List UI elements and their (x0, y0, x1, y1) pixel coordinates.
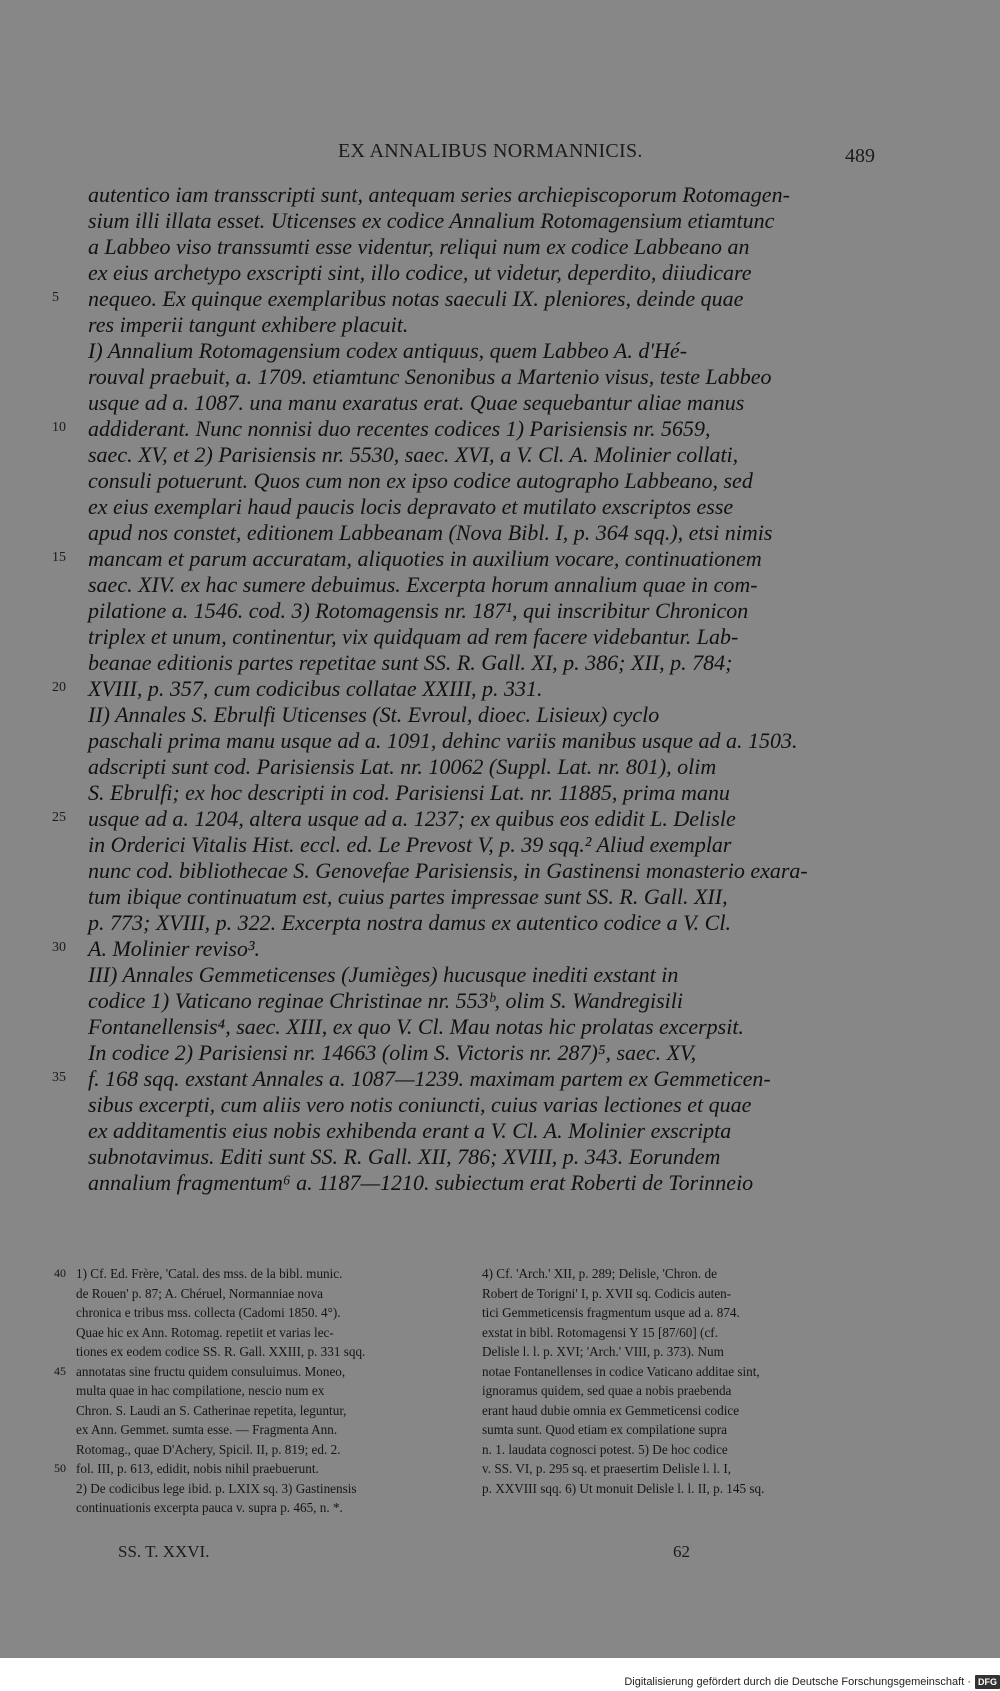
footnote-left-line: Rotomag., quae D'Achery, Spicil. II, p. 819; ed. 2. (76, 1441, 341, 1457)
text-line (0, 988, 1000, 1014)
footnote-left-line: tiones ex eodem codice SS. R. Gall. XXIII, p. 331 sqq. (76, 1344, 366, 1359)
footnote-left-line: chronica e tribus mss. collecta (Cadomi 1850. 4°). (76, 1305, 341, 1320)
text-line (0, 416, 1000, 442)
footnote-left-line: continuationis excerpta pauca v. supra p. 465, n. *. (76, 1500, 343, 1515)
text-line (0, 312, 1000, 338)
line-text: adscripti sunt cod. Parisiensis Lat. nr. 10062 (Suppl. Lat. nr. 801), olim (88, 754, 717, 779)
footnote-left-line: Quae hic ex Ann. Rotomag. repetiit et varias lec- (76, 1324, 334, 1340)
line-text: ex eius archetypo exscripti sint, illo codice, ut videtur, deperdito, diiudicare (88, 260, 752, 285)
footnote-right-line: v. SS. VI, p. 295 sq. et praesertim Delisle l. l. I, (482, 1461, 732, 1476)
text-line (0, 884, 1000, 910)
footnote-left-line: de Rouen' p. 87; A. Chéruel, Normanniae nova (76, 1285, 324, 1301)
line-text: sium illi illata esset. Uticenses ex codice Annalium Rotomagensium etiamtunc (88, 208, 775, 233)
line-text: usque ad a. 1087. una manu exaratus erat. Quae sequebantur aliae manus (88, 390, 745, 415)
text-line (0, 1014, 1000, 1040)
running-title: EX ANNALIBUS NORMANNICIS. (338, 140, 643, 162)
text-line (0, 520, 1000, 546)
line-text: ex additamentis eius nobis exhibenda erant a V. Cl. A. Molinier exscripta (88, 1118, 732, 1143)
text-line (0, 546, 1000, 572)
line-text: XVIII, p. 357, cum codicibus collatae XXIII, p. 331. (88, 676, 543, 701)
text-line (0, 806, 1000, 832)
line-text: beanae editionis partes repetitae sunt SS. R. Gall. XI, p. 386; XII, p. 784; (88, 650, 733, 675)
line-text: p. 773; XVIII, p. 322. Excerpta nostra damus ex autentico codice a V. Cl. (88, 910, 731, 935)
text-line (0, 1118, 1000, 1144)
line-text: apud nos constet, editionem Labbeanam (Nova Bibl. I, p. 364 sqq.), etsi nimis (88, 520, 773, 545)
text-line (0, 910, 1000, 936)
line-text: in Orderici Vitalis Hist. eccl. ed. Le Prevost V, p. 39 sqq.² Aliud exemplar (88, 832, 732, 857)
volume-signature: SS. T. XXVI. (118, 1542, 210, 1561)
footnote-right-line: n. 1. laudata cognosci potest. 5) De hoc codice (482, 1441, 728, 1457)
line-text: tum ibique continuatum est, cuius partes impressae sunt SS. R. Gall. XII, (88, 884, 728, 909)
footnote-line-number: 40 (54, 1266, 66, 1280)
text-line (0, 780, 1000, 806)
footnote-right-line: Robert de Torigni' I, p. XVII sq. Codicis auten- (482, 1285, 732, 1301)
text-line (0, 338, 1000, 364)
line-text: In codice 2) Parisiensi nr. 14663 (olim S. Victoris nr. 287)⁵, saec. XV, (88, 1040, 697, 1065)
line-text: pilatione a. 1546. cod. 3) Rotomagensis nr. 187¹, qui inscribitur Chronicon (88, 598, 749, 623)
text-line (0, 572, 1000, 598)
line-number: 35 (52, 1070, 66, 1085)
dfg-logo-icon: DFG (975, 1675, 1000, 1689)
text-line (0, 208, 1000, 234)
line-text: III) Annales Gemmeticenses (Jumièges) hucusque inediti exstant in (88, 962, 679, 987)
footnote-left-line: 2) De codicibus lege ibid. p. LXIX sq. 3) Gastinensis (76, 1480, 357, 1496)
text-line (0, 962, 1000, 988)
line-number: 20 (52, 680, 66, 695)
running-header (0, 140, 1000, 167)
line-text: A. Molinier reviso³. (88, 936, 260, 961)
line-number: 5 (52, 290, 59, 305)
footnote-line-number: 50 (54, 1461, 66, 1475)
text-line (0, 260, 1000, 286)
line-text: usque ad a. 1204, altera usque ad a. 1237; ex quibus eos edidit L. Delisle (88, 806, 736, 831)
line-number: 15 (52, 550, 66, 565)
text-line (0, 754, 1000, 780)
line-text: saec. XV, et 2) Parisiensis nr. 5530, saec. XVI, a V. Cl. A. Molinier collati, (88, 442, 739, 467)
line-text: nunc cod. bibliothecae S. Genovefae Parisiensis, in Gastinensi monasterio exara- (88, 858, 808, 883)
text-line (0, 1040, 1000, 1066)
footnote-right-line: ignoramus quidem, sed quae a nobis praebenda (482, 1383, 732, 1398)
page-number: 489 (845, 145, 875, 167)
line-text: II) Annales S. Ebrulfi Uticenses (St. Evroul, dioec. Lisieux) cyclo (88, 702, 660, 727)
footnote-right-line: Delisle l. l. p. XVI; 'Arch.' VIII, p. 373). Num (482, 1344, 724, 1359)
text-line (0, 286, 1000, 312)
footnote-left-line: Chron. S. Laudi an S. Catherinae repetita, leguntur, (76, 1402, 347, 1418)
text-line (0, 1066, 1000, 1092)
line-text: Fontanellensis⁴, saec. XIII, ex quo V. Cl. Mau notas hic prolatas excerpsit. (88, 1014, 744, 1039)
text-line (0, 390, 1000, 416)
line-text: annalium fragmentum⁶ a. 1187—1210. subiectum erat Roberti de Torinneio (88, 1170, 754, 1195)
line-number: 30 (52, 940, 66, 955)
line-text: ex eius exemplari haud paucis locis depravato et mutilato exscriptos esse (88, 494, 734, 519)
footnote-left-line: fol. III, p. 613, edidit, nobis nihil praebuerunt. (76, 1461, 319, 1476)
line-text: consuli potuerunt. Quos cum non ex ipso codice autographo Labbeano, sed (88, 468, 753, 493)
footnote-left-line: 1) Cf. Ed. Frère, 'Catal. des mss. de la bibl. munic. (76, 1266, 343, 1281)
line-number: 10 (52, 420, 66, 435)
text-line (0, 624, 1000, 650)
footnote-right-line: erant haud dubie omnia ex Gemmeticensi codice (482, 1402, 740, 1418)
text-line (0, 858, 1000, 884)
line-text: sibus excerpti, cum aliis vero notis coniuncti, cuius varias lectiones et quae (88, 1092, 752, 1117)
line-text: saec. XIV. ex hac sumere debuimus. Excerpta horum annalium quae in com- (88, 572, 758, 597)
funding-text: Digitalisierung gefördert durch die Deutsche Forschungsgemeinschaft · (624, 1675, 971, 1688)
line-text: a Labbeo viso transsumti esse videntur, reliqui num ex codice Labbeano an (88, 234, 750, 259)
footnote-right-line: sumta sunt. Quod etiam ex compilatione supra (482, 1422, 728, 1437)
text-line (0, 1170, 1000, 1196)
line-number: 25 (52, 810, 66, 825)
text-line (0, 832, 1000, 858)
text-line (0, 1092, 1000, 1118)
line-text: subnotavimus. Editi sunt SS. R. Gall. XII, 786; XVIII, p. 343. Eorundem (88, 1144, 721, 1169)
line-text: codice 1) Vaticano reginae Christinae nr. 553ᵇ, olim S. Wandregisili (88, 988, 683, 1013)
text-line (0, 1144, 1000, 1170)
line-text: paschali prima manu usque ad a. 1091, dehinc variis manibus usque ad a. 1503. (88, 728, 798, 753)
line-text: addiderant. Nunc nonnisi duo recentes codices 1) Parisiensis nr. 5659, (88, 416, 711, 441)
footnote-right-line: tici Gemmeticensis fragmentum usque ad a. 874. (482, 1305, 740, 1320)
line-text: nequeo. Ex quinque exemplaribus notas saeculi IX. pleniores, deinde quae (88, 286, 744, 311)
line-text: mancam et parum accuratam, aliquoties in auxilium vocare, continuationem (88, 546, 762, 571)
footnote-line-number: 45 (54, 1363, 66, 1378)
text-line (0, 364, 1000, 390)
sheet-number: 62 (673, 1542, 690, 1561)
line-text: rouval praebuit, a. 1709. etiamtunc Senonibus a Martenio visus, teste Labbeo (88, 364, 772, 389)
line-text: I) Annalium Rotomagensium codex antiquus, quem Labbeo A. d'Hé- (88, 338, 688, 363)
text-line (0, 676, 1000, 702)
line-text: res imperii tangunt exhibere placuit. (88, 312, 409, 337)
footnote-right-line: p. XXVIII sqq. 6) Ut monuit Delisle l. l. II, p. 145 sq. (482, 1480, 765, 1496)
text-line (0, 182, 1000, 208)
footnote-left-line: ex Ann. Gemmet. sumta esse. — Fragmenta Ann. (76, 1422, 338, 1437)
footnote-right-line: exstat in bibl. Rotomagensi Y 15 [87/60] (cf. (482, 1324, 718, 1340)
text-line (0, 650, 1000, 676)
text-line (0, 728, 1000, 754)
line-text: triplex et unum, continentur, vix quidquam ad rem facere videbantur. Lab- (88, 624, 739, 649)
text-line (0, 234, 1000, 260)
text-line (0, 442, 1000, 468)
footnote-right-line: 4) Cf. 'Arch.' XII, p. 289; Delisle, 'Chron. de (482, 1266, 717, 1281)
line-text: autentico iam transscripti sunt, antequam series archiepiscoporum Rotomagen- (88, 182, 790, 207)
text-line (0, 702, 1000, 728)
line-text: f. 168 sqq. exstant Annales a. 1087—1239. maximam partem ex Gemmeticen- (88, 1066, 771, 1091)
text-line (0, 468, 1000, 494)
text-line (0, 494, 1000, 520)
text-line (0, 936, 1000, 962)
page-footer (0, 1542, 1000, 1564)
funding-credit (624, 1672, 1000, 1691)
line-text: S. Ebrulfi; ex hoc descripti in cod. Parisiensi Lat. nr. 11885, prima manu (88, 780, 730, 805)
text-line (0, 598, 1000, 624)
footnote-left-line: annotatas sine fructu quidem consuluimus. Moneo, (76, 1363, 346, 1379)
footnote-left-line: multa quae in hac compilatione, nescio num ex (76, 1383, 325, 1398)
footnote-right-line: notae Fontanellenses in codice Vaticano additae sint, (482, 1363, 760, 1379)
